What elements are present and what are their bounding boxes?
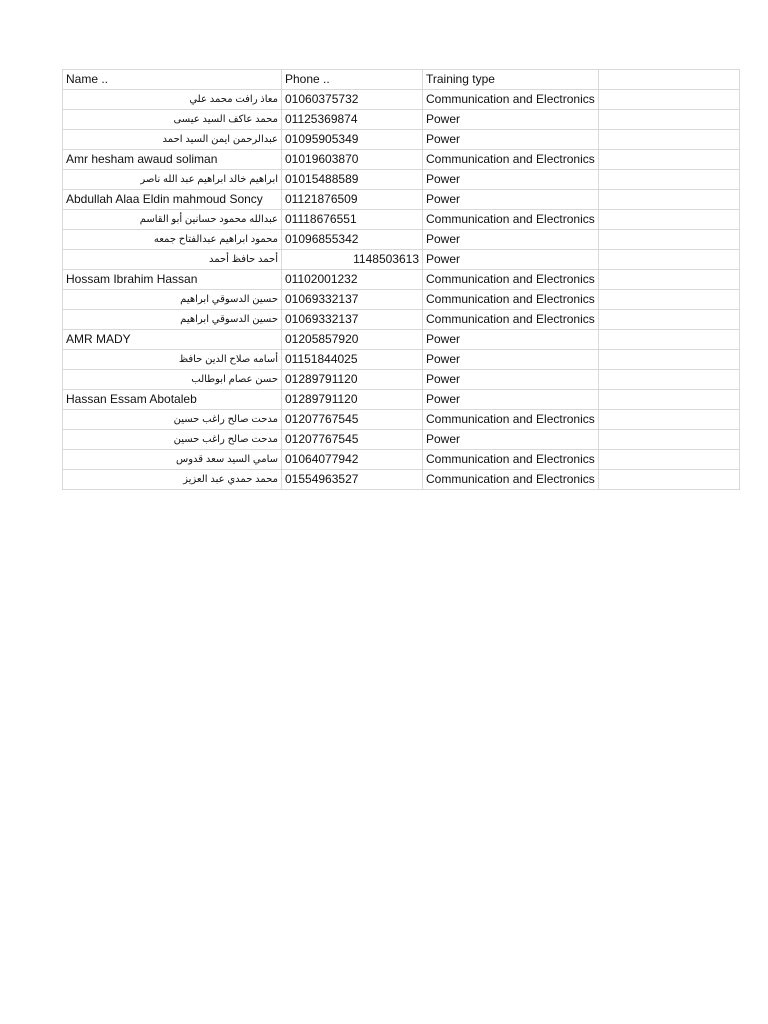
table-row [63,130,740,150]
cell-name: Abdullah Alaa Eldin mahmoud Soncy [63,190,282,210]
table-row [63,110,740,130]
cell-phone: 01289791120 [282,370,423,390]
cell-extra [598,290,739,310]
cell-extra [598,250,739,270]
cell-extra [598,130,739,150]
table-row [63,350,740,370]
cell-training-type: Communication and Electronics [423,90,599,110]
table-row [63,310,740,330]
cell-training-type: Communication and Electronics [423,310,599,330]
cell-phone: 01207767545 [282,410,423,430]
cell-extra [598,190,739,210]
cell-phone: 01015488589 [282,170,423,190]
cell-training-type: Power [423,250,599,270]
cell-phone: 01118676551 [282,210,423,230]
table-row [63,270,740,290]
cell-name: Amr hesham awaud soliman [63,150,282,170]
cell-extra [598,270,739,290]
cell-name: محمد عاكف السيد عيسى [63,110,282,130]
cell-extra [598,210,739,230]
table-row [63,250,740,270]
table-row [63,170,740,190]
cell-name: عبدالرحمن ايمن السيد احمد [63,130,282,150]
cell-phone: 01069332137 [282,290,423,310]
cell-phone: 01289791120 [282,390,423,410]
cell-phone: 01019603870 [282,150,423,170]
cell-phone: 01554963527 [282,470,423,490]
table-row [63,390,740,410]
cell-extra [598,90,739,110]
cell-name: AMR MADY [63,330,282,350]
table-body [63,90,740,490]
cell-name: Hossam Ibrahim Hassan [63,270,282,290]
cell-training-type: Power [423,190,599,210]
cell-name: سامي السيد سعد قدوس [63,450,282,470]
table-row [63,230,740,250]
cell-extra [598,170,739,190]
cell-phone: 01207767545 [282,430,423,450]
table-row [63,210,740,230]
cell-extra [598,390,739,410]
cell-phone: 01205857920 [282,330,423,350]
cell-name: معاذ رافت محمد علي [63,90,282,110]
cell-training-type: Power [423,330,599,350]
cell-name: Hassan Essam Abotaleb [63,390,282,410]
table-row [63,450,740,470]
cell-training-type: Communication and Electronics [423,450,599,470]
table-row [63,190,740,210]
header-extra [598,70,739,90]
cell-name: محمود ابراهيم عبدالفتاح جمعه [63,230,282,250]
cell-training-type: Communication and Electronics [423,210,599,230]
cell-extra [598,450,739,470]
cell-name: مدحت صالح راغب حسين [63,410,282,430]
cell-extra [598,110,739,130]
table-row [63,430,740,450]
cell-extra [598,410,739,430]
cell-extra [598,230,739,250]
cell-training-type: Power [423,110,599,130]
header-training-type: Training type [423,70,599,90]
cell-phone: 01125369874 [282,110,423,130]
cell-phone: 01151844025 [282,350,423,370]
cell-phone: 01102001232 [282,270,423,290]
cell-training-type: Power [423,370,599,390]
cell-phone: 01096855342 [282,230,423,250]
cell-training-type: Communication and Electronics [423,290,599,310]
cell-phone: 01121876509 [282,190,423,210]
cell-name: عبدالله محمود حسانين أبو القاسم [63,210,282,230]
table-row [63,290,740,310]
cell-extra [598,150,739,170]
table-row [63,410,740,430]
cell-training-type: Communication and Electronics [423,270,599,290]
cell-phone: 01095905349 [282,130,423,150]
cell-name: حسين الدسوقي ابراهيم [63,310,282,330]
cell-extra [598,330,739,350]
cell-extra [598,350,739,370]
cell-name: أحمد حافظ أحمد [63,250,282,270]
cell-phone: 01069332137 [282,310,423,330]
cell-training-type: Power [423,390,599,410]
cell-training-type: Power [423,130,599,150]
cell-training-type: Communication and Electronics [423,150,599,170]
cell-name: حسين الدسوقي ابراهيم [63,290,282,310]
cell-training-type: Power [423,350,599,370]
table-row [63,370,740,390]
table-row [63,470,740,490]
cell-name: مدحت صالح راغب حسين [63,430,282,450]
cell-extra [598,370,739,390]
cell-extra [598,310,739,330]
header-row [63,70,740,90]
cell-phone: 01060375732 [282,90,423,110]
cell-extra [598,430,739,450]
table-row [63,150,740,170]
cell-name: حسن عصام ابوطالب [63,370,282,390]
cell-phone: 1148503613 [282,250,423,270]
cell-name: أسامه صلاح الدين حافظ [63,350,282,370]
cell-training-type: Power [423,430,599,450]
cell-extra [598,470,739,490]
cell-training-type: Power [423,170,599,190]
cell-training-type: Power [423,230,599,250]
registrations-table [62,69,740,490]
header-name: Name .. [63,70,282,90]
table-row [63,330,740,350]
header-phone: Phone .. [282,70,423,90]
cell-training-type: Communication and Electronics [423,410,599,430]
cell-phone: 01064077942 [282,450,423,470]
cell-name: محمد حمدي عبد العزيز [63,470,282,490]
table-row [63,90,740,110]
cell-name: ابراهيم خالد ابراهيم عبد الله ناصر [63,170,282,190]
cell-training-type: Communication and Electronics [423,470,599,490]
